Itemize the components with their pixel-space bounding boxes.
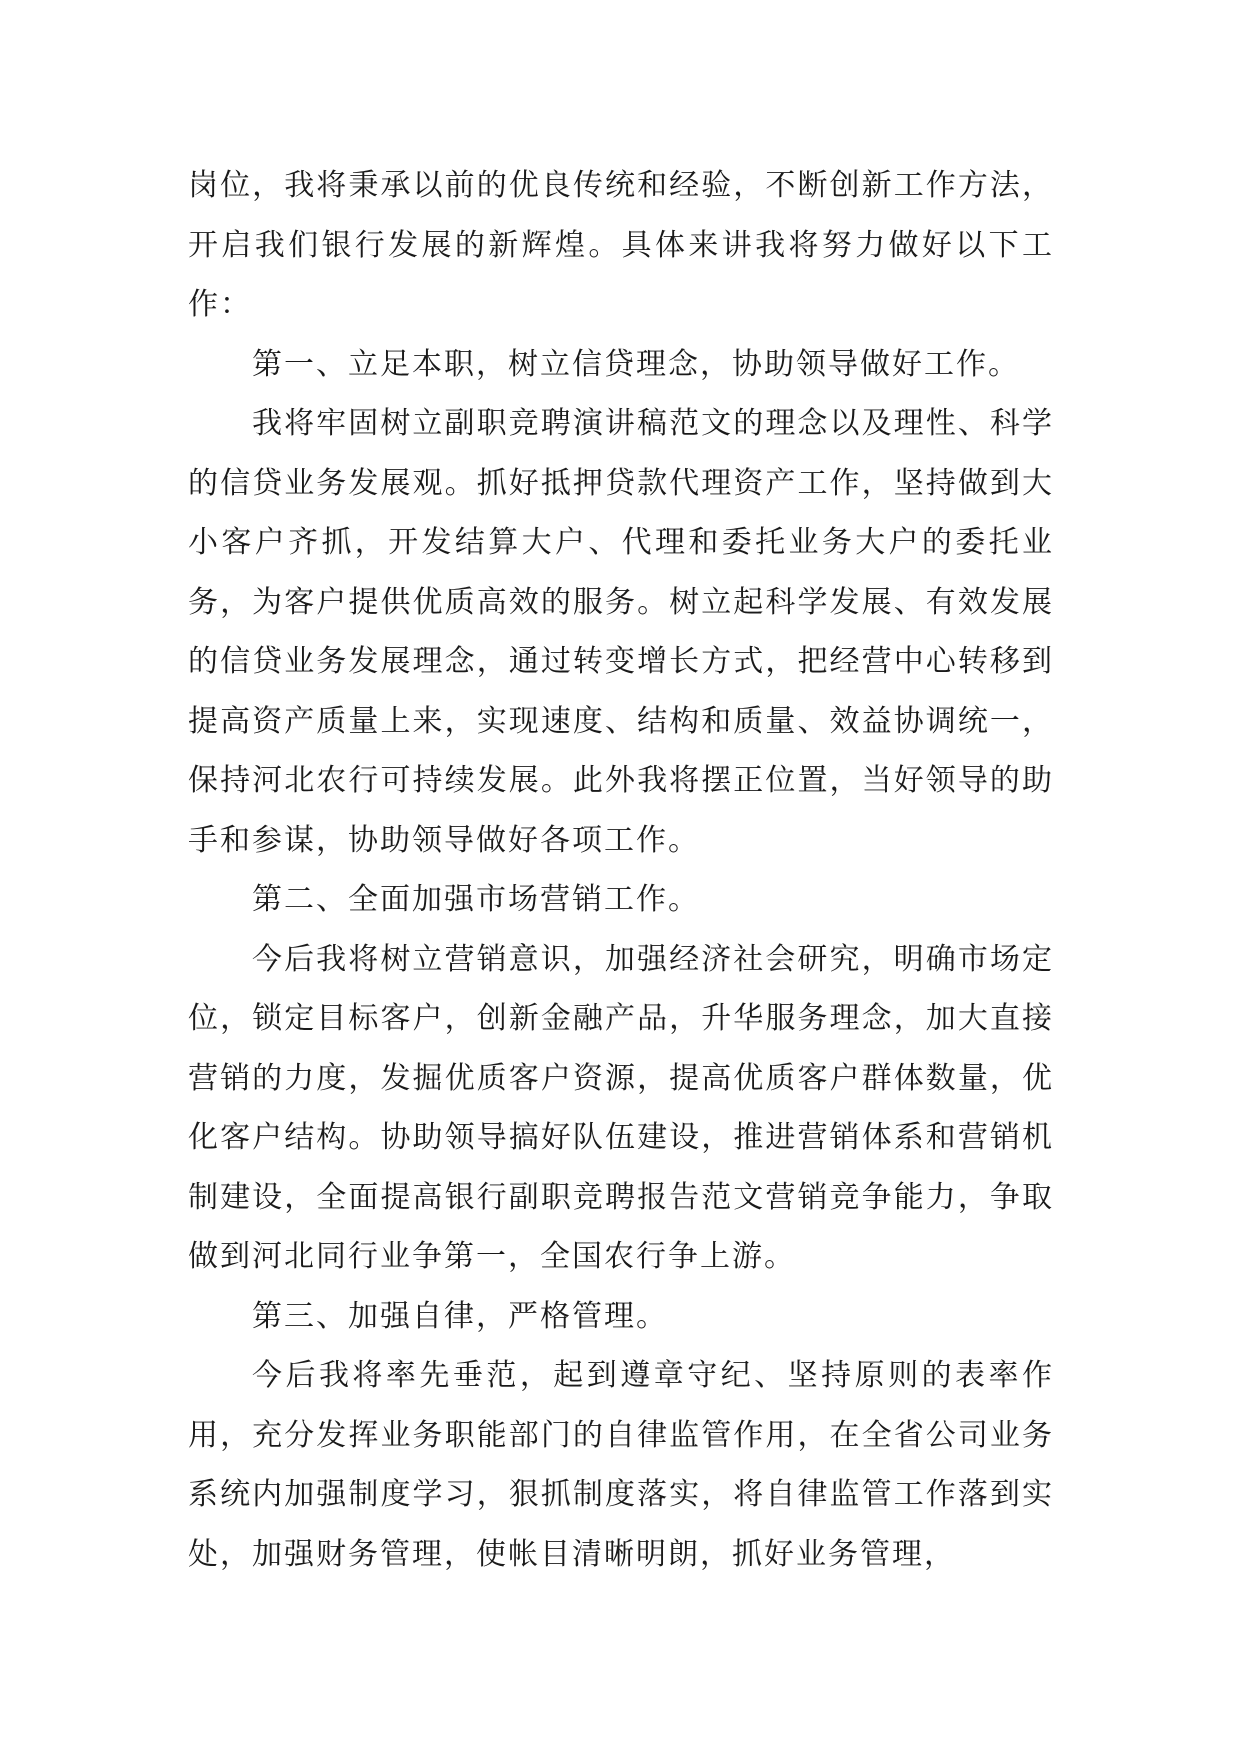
heading-point-one: 第一、立足本职，树立信贷理念，协助领导做好工作。 bbox=[252, 346, 1020, 382]
body-text bbox=[188, 156, 1054, 1584]
heading-point-two: 第二、全面加强市场营销工作。 bbox=[252, 882, 700, 917]
paragraph-point-two: 今后我将树立营销意识，加强经济社会研究，明确市场定位，锁定目标客户，创新金融产品，升华服务理念，加大直接营销的力度，发掘优质客户资源，提高优质客户群体数量，优化客户结构。协助领导搞好队伍建设，推进营销体系和营销机制建设，全面提高银行副职竞聘报告范文营销竞争能力，争取做到河北同行业争第一，全国农行争上游。 bbox=[188, 941, 1054, 1274]
paragraph-point-three: 今后我将率先垂范，起到遵章守纪、坚持原则的表率作用，充分发挥业务职能部门的自律监管作用，在全省公司业务系统内加强制度学习，狠抓制度落实，将自律监管工作落到实处，加强财务管理，使帐目清晰明朗，抓好业务管理， bbox=[188, 1358, 1054, 1572]
paragraph-point-one: 我将牢固树立副职竞聘演讲稿范文的理念以及理性、科学的信贷业务发展观。抓好抵押贷款代理资产工作，坚持做到大小客户齐抓，开发结算大户、代理和委托业务大户的委托业务，为客户提供优质高效的服务。树立起科学发展、有效发展的信贷业务发展理念，通过转变增长方式，把经营中心转移到提高资产质量上来，实现速度、结构和质量、效益协调统一，保持河北农行可持续发展。此外我将摆正位置，当好领导的助手和参谋，协助领导做好各项工作。 bbox=[188, 406, 1054, 858]
heading-point-three: 第三、加强自律，严格管理。 bbox=[252, 1298, 668, 1334]
paragraph-continuation: 岗位，我将秉承以前的优良传统和经验，不断创新工作方法，开启我们银行发展的新辉煌。具体来讲我将努力做好以下工作： bbox=[188, 168, 1054, 322]
